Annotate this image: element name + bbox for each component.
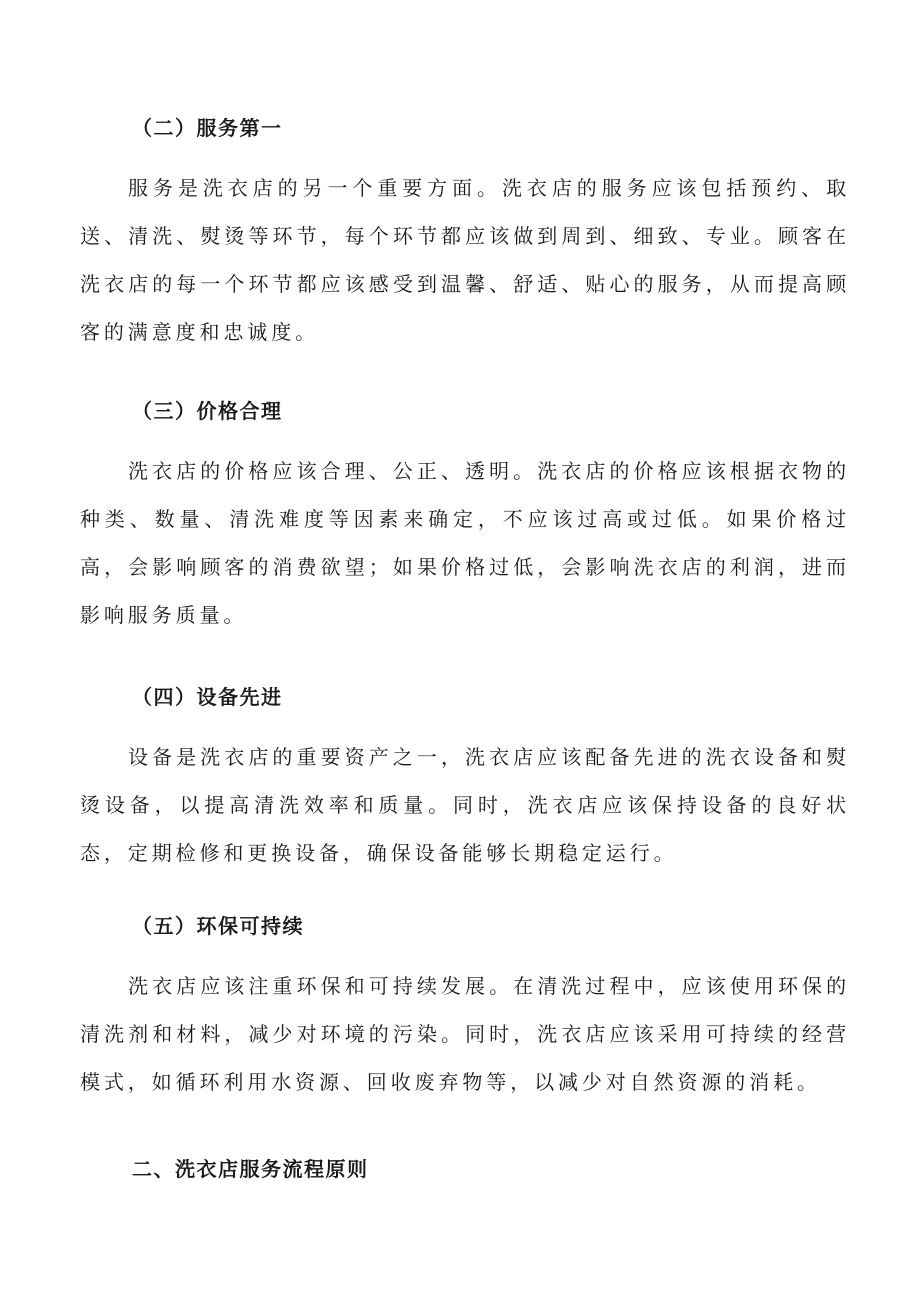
section-heading-service-first: （二）服务第一 [132, 116, 283, 140]
section-body-advanced-equipment: 设备是洗衣店的重要资产之一，洗衣店应该配备先进的洗衣设备和熨烫设备，以提高清洗效率和质量。同时，洗衣店应该保持设备的良好状态，定期检修和更换设备，确保设备能够长期稳定运行。 [80, 745, 850, 865]
chapter-heading-service-process: 二、洗衣店服务流程原则 [132, 1157, 369, 1181]
section-heading-advanced-equipment: （四）设备先进 [132, 685, 283, 709]
section-heading-reasonable-price: （三）价格合理 [132, 399, 283, 423]
section-body-service-first: 服务是洗衣店的另一个重要方面。洗衣店的服务应该包括预约、取送、清洗、熨烫等环节，每个环节都应该做到周到、细致、专业。顾客在洗衣店的每一个环节都应该感受到温馨、舒适、贴心的服务，从而提高顾客的满意度和忠诚度。 [80, 176, 850, 344]
section-heading-eco-sustainable: （五）环保可持续 [132, 914, 304, 938]
section-body-reasonable-price: 洗衣店的价格应该合理、公正、透明。洗衣店的价格应该根据衣物的种类、数量、清洗难度等因素来确定，不应该过高或过低。如果价格过高，会影响顾客的消费欲望；如果价格过低，会影响洗衣店的利润，进而影响服务质量。 [80, 459, 850, 627]
section-body-eco-sustainable: 洗衣店应该注重环保和可持续发展。在清洗过程中，应该使用环保的清洗剂和材料，减少对环境的污染。同时，洗衣店应该采用可持续的经营模式，如循环利用水资源、回收废弃物等，以减少对自然资源的消耗。 [80, 974, 850, 1094]
